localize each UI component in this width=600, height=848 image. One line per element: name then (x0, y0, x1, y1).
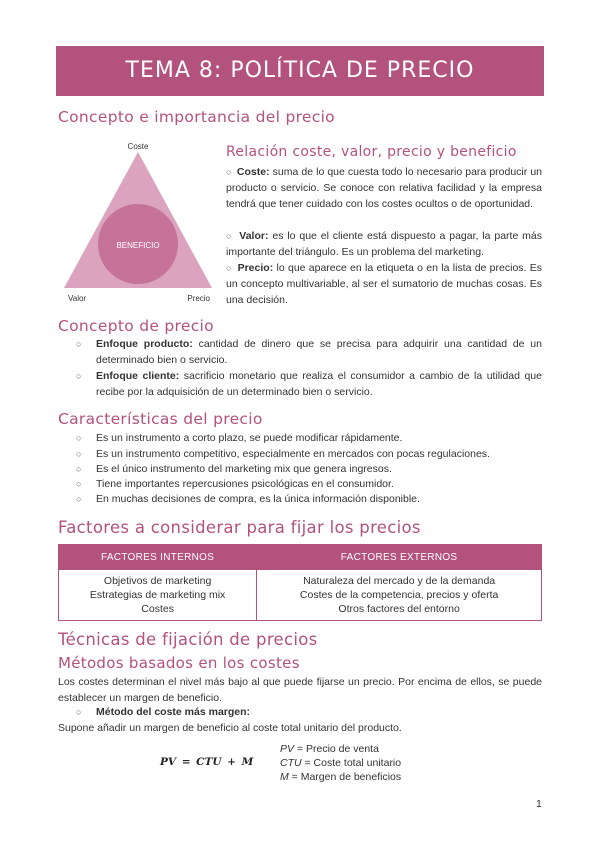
list-item: ○ Tiene importantes repercusiones psicológicas en el consumidor. (76, 478, 394, 490)
list-item: ○ Es un instrumento competitivo, especialmente en mercados con pocas regulaciones. (76, 448, 490, 460)
subheading-relacion: Relación coste, valor, precio y beneficio (226, 144, 517, 160)
item-text: cantidad de dinero que se precisa para adquirir una cantidad de un determinado bien o servicio. (96, 338, 542, 366)
price-formula: PV = CTU + M (160, 756, 254, 768)
section-heading-concepto-importancia: Concepto e importancia del precio (58, 108, 335, 126)
page-title: TEMA 8: POLÍTICA DE PRECIO (125, 58, 475, 83)
price-triangle-diagram (58, 140, 218, 306)
list-item: ○ Es el único instrumento del marketing mix que genera ingresos. (76, 463, 392, 475)
table-header-internos: FACTORES INTERNOS (59, 545, 257, 570)
formula-legend: PV = Precio de venta CTU = Coste total unitario M = Margen de beneficios (280, 743, 402, 783)
section-heading-caracteristicas: Características del precio (58, 410, 263, 428)
item-text: lo que aparece en la etiqueta o en la lista de precios. Es un concepto multivariable, al ser el sumatorio de muchas cosas. Es una decisión. (226, 262, 543, 306)
title-banner (56, 46, 544, 96)
method-item: ○ Método del coste más margen: (76, 706, 251, 718)
list-item: ○ Precio: lo que aparece en la etiqueta o en la lista de precios. Es un concepto multivariable, al ser el sumatorio de muchas cosas. Es una decisión. (226, 262, 543, 306)
diagram-label-top: Coste (127, 142, 149, 151)
page-number: 1 (536, 798, 542, 810)
item-text: es lo que el cliente está dispuesto a pagar, la parte más importante del triángulo. Es un problema del marketing. (226, 230, 542, 258)
list-item: ○ Enfoque producto: cantidad de dinero que se precisa para adquirir una cantidad de un determinado bien o servicio. (76, 338, 542, 366)
list-item: ○ Valor: es lo que el cliente está dispuesto a pagar, la parte más importante del triángulo. Es un problema del marketing. (226, 230, 542, 258)
method-description: Supone añadir un margen de beneficio al coste total unitario del producto. (58, 722, 402, 734)
diagram-label-left: Valor (68, 294, 87, 303)
table-cell-externos: Naturaleza del mercado y de la demanda Costes de la competencia, precios y oferta Otros factores del entorno (257, 570, 542, 621)
item-term: Enfoque cliente: (96, 370, 180, 382)
item-term: Enfoque producto: (96, 338, 193, 350)
item-term: Precio: (237, 262, 274, 274)
table-cell-internos: Objetivos de marketing Estrategias de marketing mix Costes (59, 570, 257, 621)
table-header-externos: FACTORES EXTERNOS (257, 545, 542, 570)
section-heading-factores: Factores a considerar para fijar los precios (58, 518, 421, 537)
item-term: Coste: (236, 166, 270, 178)
diagram-label-center: BENEFICIO (116, 241, 160, 250)
diagram-label-right: Precio (187, 294, 210, 303)
factors-table (58, 544, 542, 621)
item-text: suma de lo que cuesta todo lo necesario para producir un producto o servicio. Se conoce con relativa facilidad y la empresa tendrá que tener cuidado con los costes ocultos o de oportunidad. (226, 166, 543, 210)
intro-paragraph: Los costes determinan el nivel más bajo al que puede fijarse un precio. Por encima de ellos, se puede establecer un margen de beneficio. (58, 676, 542, 704)
list-item: ○ Es un instrumento a corto plazo, se puede modificar rápidamente. (76, 432, 403, 444)
section-heading-concepto-precio: Concepto de precio (58, 317, 214, 335)
subheading-metodos-costes: Métodos basados en los costes (58, 654, 300, 672)
item-term: Valor: (239, 230, 269, 242)
item-text: sacrificio monetario que realiza el consumidor a cambio de la utilidad que recibe por la adquisición de un determinado bien o servicio. (96, 370, 542, 398)
list-item: ○ Coste: suma de lo que cuesta todo lo necesario para producir un producto o servicio. Se conoce con relativa facilidad y la empresa tendrá que tener cuidado con los costes ocultos o de oportunidad. (226, 166, 543, 210)
list-item: ○ En muchas decisiones de compra, es la única información disponible. (76, 493, 420, 505)
section-heading-tecnicas: Técnicas de fijación de precios (58, 630, 318, 649)
list-item: ○ Enfoque cliente: sacrificio monetario que realiza el consumidor a cambio de la utilidad que recibe por la adquisición de un determinado bien o servicio. (76, 370, 542, 398)
